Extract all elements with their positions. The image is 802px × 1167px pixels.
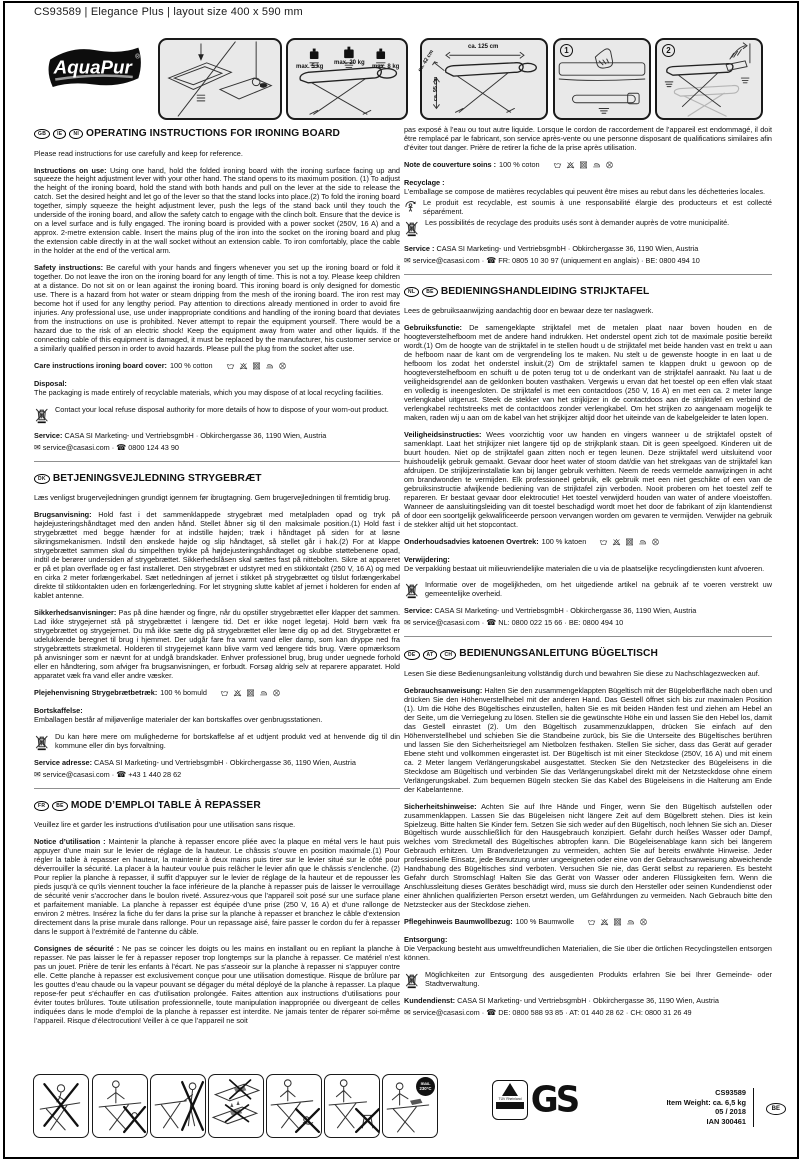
- disposal-heading: Disposal:: [34, 378, 67, 388]
- tuv-triangle-icon: [502, 1083, 518, 1096]
- do-not-bleach-icon: [233, 689, 242, 698]
- disposal-text: Die Verpackung besteht aus umweltfreundlichen Materialien, die Sie über die örtlichen Recyclingstellen entsorgen können.: [404, 944, 772, 963]
- wash-30-icon: [599, 538, 608, 547]
- service-contact-line: ✉ service@casasi.com · ☎ 0800 124 43 90: [34, 442, 179, 452]
- do-not-tumble-dry-icon: [625, 538, 634, 547]
- service-line: Service: CASA SI Marketing- und VertriebsgmbH · Obkirchergasse 36, 1190 Wien, Austria: [404, 606, 697, 616]
- section-head-danish: [34, 473, 400, 486]
- intro-paragraph: Veuillez lire et garder les instructions d’utilisation pour une utilisation sans risque.: [34, 820, 296, 830]
- envelope-icon: ✉: [404, 1008, 411, 1018]
- warning-pictogram-keep-children-away: [92, 1074, 148, 1138]
- iron-icon: [592, 161, 601, 170]
- instructions-paragraph: Gebruiksfunctie: De samengeklapte strijktafel met de metalen plaat naar boven houden en de hoogteverstelhefboom met de andere hand indrukken. Het onderstel opent zich tot de maximale positie bereikt wordt.(1) Om de hoogte van de strijktafel in te stellen houdt u de strijktafel met beide handen vast en trekt u aan de hefboom naar de kant om de vergrendeling los te maken. Nu stelt u de gewenste hoogte in en laat u de hefboom los zodat het onderstel insluit.(2) Om de strijktafel samen te klappen drukt u gewoon op de hoogteverstelhefboom en schuift u de poten terug tot u de onderkant van de strijktafel aanraakt. Nu laat u de veiligheidsgrendel aan de geklonken bouten vasthaken. Vergewis u ervan dat het toestel op een effen vlak staat en volledig is ineengesloten. De strijktafel is met een contactdoos (250 V, 16 A) en met een ca. 2 meter lange verlengkabel uitgerust. Steek de stekker van het strijkijzer in de contactdoos aan de strijktafel en verbind de verlengkabel rechtstreeks met de contactdoos zonder verlengkabel. Om het strijken zo aangenaam mogelijk te maken, raden wij u aan om de kabel van het strijkijzer altijd door het uiteinde van de kabelgeleider te laten lopen.: [404, 323, 772, 422]
- laundry-symbols: [220, 689, 281, 698]
- disposal-heading: Verwijdering:: [404, 554, 450, 564]
- section-title-danish: BETJENINGSVEJLEDNING STRYGEBRÆT: [52, 472, 262, 484]
- disposal-heading: Entsorgung:: [404, 935, 448, 945]
- service-line: Kundendienst: CASA SI Marketing- und VertriebsgmbH · Obkirchergasse 36, 1190 Wien, Austria: [404, 996, 719, 1006]
- warning-pictogram-max-iron-temp: [382, 1074, 438, 1138]
- item-date: 05 / 2018: [715, 1107, 746, 1117]
- warning-pictogram-no-stool: [324, 1074, 380, 1138]
- section-divider: [34, 788, 400, 789]
- country-badge-nl: NL: [404, 287, 419, 297]
- do-not-dry-clean-icon: [651, 538, 660, 547]
- dimension-length-label: ca. 125 cm: [468, 44, 499, 50]
- intro-paragraph: Lesen Sie diese Bedienungsanleitung vollständig durch und bewahren Sie diese zu Nachschlagezwecken auf.: [404, 668, 760, 678]
- intro-paragraph: Please read instructions for use carefully and keep for reference.: [34, 148, 243, 158]
- iron-icon: [638, 538, 647, 547]
- care-instructions-row: Note de couverture soins : 100 % coton: [404, 161, 772, 170]
- phone-icon: ☎: [486, 1008, 497, 1018]
- warning-pictogram-child-under-board: [266, 1074, 322, 1138]
- do-not-dry-clean-icon: [639, 918, 648, 927]
- service-line: Service: CASA SI Marketing- und VertriebsgmbH · Obkirchergasse 36, 1190 Wien, Austria: [34, 430, 327, 440]
- do-not-dry-clean-icon: [278, 362, 287, 371]
- safety-paragraph: Safety instructions: Be careful with your hands and fingers whenever you set up the ironing board or fold it together. Do not leave the iron on the ironing board for any length of time. This is not a toy. Please keep children at a distance. Do not sit on or lean against the ironing board. This ironing board is only designed for domestic use. There is a hazard from hot water or steam dripping from the mesh of the ironing board. The iron rest may become hot if used for any lengthy period. Pay attention to directions already mentioned in order to avoid fire injuries. Any professional use, use under inappropriate conditions and handling of the ironing board that deviates from the instructions on use is prohibited. Never attempt to repair the equipment yourself. There would be a hazard due to the risk of an electric shock! Keep the equipment away from water and other liquids. If the connecting cable of this equipment is damaged, it must be replaced by the manufacturer, his customer service or a similarly qualified person in order to avoid hazards. Please pull the plug from the socket after use.: [34, 263, 400, 353]
- instructions-paragraph: Brugsanvisning: Hold fast i det sammenklappede strygebræt med metalpladen opad og tryk på højdejusteringshåndtaget med den anden hånd. Stellet åbner sig til den maksimale position.(1) Hold fast i strygebrættet med begge hænder for at indstille højden; træk i håndtaget på siden for at løsne sikringsmekanismen. Indstil den ønskede højde og slip håndtaget, så stellet går i hak.(2) For at klappe strygebrættet sammen skal du simpelthen trykke på højdejusteringshåndtaget og skubbe støttebenene opad, indtil de berører undersiden af strygebrættet. Sikkerhedslåsen skal sættes fast på nittebolten. Sikre at appareret er på et plan overflade og er fast installeret. Den strygebræt er udstyret med en stikkontakt (250 V, 16 A) og med en cirka 2 meter forlængerkabel. Sæt netledningen af jernet i stikket på strygebrættet og tilslut forlængerkabel direkte til stikkontakten uden en forlængerledning. For let strygning slutte kablet af jernet i holderen for enden af kablet antenne.: [34, 510, 400, 600]
- figure-cover-mounting: [158, 38, 282, 120]
- section-head-dutch: [404, 286, 772, 299]
- country-badge-at: AT: [423, 650, 438, 660]
- section-head-english: [34, 128, 400, 141]
- country-badge-dk: DK: [34, 474, 50, 484]
- instructions-paragraph: Gebrauchsanweisung: Halten Sie den zusammengeklappten Bügeltisch mit der Bügeloberfläche nach oben und drücken Sie den Höhenverstellhebel mit der anderen Hand. Das Gestell öffnet sich bis zur maximalen Position (1). Um die Höhe des Bügeltisches einzustellen, halten Sie es mit beiden Händen fest und ziehen am Hebel an der Seite, um die Verriegelung zu lösen. Stellen sie die gewünschte Höhe ein und lassen Sie den Hebel los, damit das Gestell einrastet (2). Um den Bügeltisch zusammenzuklappen, drücken Sie einfach auf den Höhenverstellhebel und schieben Sie die Standbeine zurück, bis Sie die Unterseite des Bügeltisches berühren und lassen Sie den Sicherheitsriegel am Nietbolzen festhaken. Stellen Sie sicher, dass das Gerät auf gerader Ebene steht und vollkommen eingerastet ist. Der Bügeltisch ist mit einer Steckdose (250V, 16 A) und mit einem ca. 2 Meter langem Verlängerungskabel ausgestattet. Stecken Sie den Netzstecker des Bügeleisens in die Steckdose am Bügeltisch und verbinden Sie das Verlängerungskabel direkt mit der Netzsteckdose ohne einem Verlängerungskabel. Zum bequemen Bügeln stecken Sie das Kabel des Bügeleisens in die Halterung am Ende der Kabelantenne.: [404, 685, 773, 794]
- do-not-dry-clean-icon: [605, 161, 614, 170]
- intro-paragraph: Lees de gebruiksaanwijzing aandachtig door en bewaar deze ter naslagwerk.: [404, 306, 654, 316]
- figure-step-1: [553, 38, 651, 120]
- country-badge-de: DE: [404, 650, 420, 660]
- tuv-label: TÜV Rheinland: [498, 1097, 522, 1101]
- care-instructions-row: Care instructions ironing board cover: 100 % cotton: [34, 362, 400, 371]
- max-temperature-badge: max. 230°C: [416, 1077, 435, 1096]
- safety-paragraph: Sikkerhedsanvisninger: Pas på dine hænder og fingre, når du opstiller strygebrættet eller klapper det sammen. Lad ikke strygejernet stå på strygebrættet i længere tid. Det er ikke noget legetøj. Hold børn væk fra strygebrættet og strygejernet. Du må ikke sætte dig på strygebrættet eller læne dig op ad det. Strygebrættet er udelukkende beregnet til brug i hjemmet. Der udgår fare fra varmt vand eller damp, som kan dryppe ned fra strygebrættets strækmetal. Holderen til strygejernet kann blive varm ved længere tids brug. Være opmærksom på anvisninger som er nævnt for at undgå brandskader. Enhver professionel brug, brug under uegnede forhold eller en håndtering, som afviger fra brugsanvisningen, er forbudt. Forsøg aldrig selv at reparere apparatet. Hold apparatet væk fra vand eller andre væsker.: [34, 607, 400, 680]
- iron-icon: [265, 362, 274, 371]
- item-code: CS93589: [715, 1088, 746, 1097]
- laundry-symbols: [226, 362, 287, 371]
- step-number-1: 1: [560, 44, 573, 57]
- service-contact-line: ✉ service@casasi.com · ☎ DE: 0800 588 93 85 · AT: 01 440 28 62 · CH: 0800 31 26 49: [404, 1008, 692, 1018]
- care-instructions-row: Onderhoudsadvies katoenen Overtrek: 100 % katoen: [404, 538, 772, 547]
- do-not-tumble-dry-icon: [246, 689, 255, 698]
- envelope-icon: ✉: [404, 618, 411, 628]
- section-title-german: BEDIENUNGSANLEITUNG BÜGELTISCH: [459, 648, 658, 660]
- wash-30-icon: [553, 161, 562, 170]
- disposal-heading: Bortskaffelse:: [34, 705, 83, 715]
- disposal-text: De verpakking bestaat uit milieuvriendelijke materialen die u via de plaatselijke recyclingdiensten kunt afvoeren.: [404, 563, 765, 573]
- step-number-2: 2: [662, 44, 675, 57]
- country-badge-ch: CH: [440, 650, 456, 660]
- do-not-bleach-icon: [239, 362, 248, 371]
- page-title: CS93589 | Elegance Plus | layout size 400 x 590 mm: [34, 6, 303, 18]
- disposal-bin-note: Informatie over de mogelijkheden, om het uitgediende artikel na gebruik af te voeren verstrekt uw gemeentelijke overheid.: [404, 581, 772, 599]
- disposal-bin-note: Möglichkeiten zur Entsorgung des ausgedienten Produkts erfahren Sie bei Ihrer Gemeinde- oder Stadtverwaltung.: [404, 971, 772, 989]
- disposal-bin-note: Les possibilités de recyclage des produits usés sont à demander auprès de votre municipalité.: [404, 219, 772, 237]
- crossed-bin-icon: [34, 407, 49, 424]
- phone-icon: ☎: [486, 255, 497, 265]
- laundry-symbols: [553, 161, 614, 170]
- section-title-english: OPERATING INSTRUCTIONS FOR IRONING BOARD: [86, 128, 341, 139]
- country-badge-ie: IE: [53, 129, 66, 139]
- warning-pictogram-hot-drips: [208, 1074, 264, 1138]
- do-not-tumble-dry-icon: [613, 918, 622, 927]
- phone-icon: ☎: [116, 442, 127, 452]
- safety-continuation-paragraph: pas exposé à l’eau ou tout autre liquide. Lorsque le cordon de raccordement de l’appareil est endommagé, il doit être remplacé par le fabricant, son service après-vente ou une personne disposant de qualifications similaires afin d’éviter tout danger. Prière de retirer la fiche de la prise après utilisation.: [404, 125, 772, 152]
- column-right: [404, 126, 772, 1020]
- do-not-bleach-icon: [612, 538, 621, 547]
- section-divider: [404, 636, 772, 637]
- country-badge-be-footer: BE: [766, 1103, 786, 1115]
- iron-icon: [259, 689, 268, 698]
- disposal-bin-note: Contact your local refuse disposal authority for more details of how to dispose of your worn-out product.: [34, 406, 400, 424]
- wash-30-icon: [220, 689, 229, 698]
- country-badge-gb: GB: [34, 129, 50, 139]
- item-info-block: [666, 1088, 754, 1127]
- phone-icon: ☎: [116, 769, 127, 779]
- laundry-symbols: [599, 538, 660, 547]
- aquapur-logo: [44, 42, 144, 104]
- warning-pictogram-no-sitting: [33, 1074, 89, 1138]
- iron-icon: [626, 918, 635, 927]
- brand-wordmark: AquaPur: [53, 56, 132, 78]
- intro-paragraph: Læs venligst brugervejledningen grundigt igennem før ibrugtagning. Gem brugervejledningen til fremtidig brug.: [34, 493, 391, 503]
- triman-note: Le produit est recyclable, est soumis à une responsabilité élargie des producteurs et est collecté séparément.: [404, 199, 772, 217]
- column-left: [34, 126, 400, 1033]
- do-not-bleach-icon: [566, 161, 575, 170]
- do-not-dry-clean-icon: [272, 689, 281, 698]
- load-limit-label: max. 20 kg: [334, 60, 365, 66]
- service-line: Service adresse: CASA SI Marketing- und VertriebsgmbH · Obkirchergasse 36, 1190 Wien, Austria: [34, 757, 356, 767]
- item-weight: Item Weight: ca. 6,5 kg: [666, 1097, 746, 1107]
- registered-mark: ®: [135, 53, 140, 61]
- disposal-heading: Recyclage :: [404, 177, 445, 187]
- envelope-icon: ✉: [34, 769, 41, 779]
- tuv-certification-mark: [492, 1080, 528, 1120]
- disposal-text: The packaging is made entirely of recyclable materials, which you may dispose of at local recycling facilities.: [34, 387, 384, 397]
- section-title-french: MODE D’EMPLOI TABLE À REPASSER: [70, 799, 261, 811]
- crossed-bin-icon: [34, 734, 49, 751]
- disposal-bin-note: Du kan høre mere om mulighederne for bortskaffelse af et udtjent produkt ved at henvende dig til din kommune eller din bys forvaltning.: [34, 733, 400, 751]
- service-contact-line: ✉ service@casasi.com · ☎ NL: 0800 022 15 66 · BE: 0800 494 10: [404, 618, 624, 628]
- safety-paragraph: Veiligheidsinstructies: Wees voorzichtig voor uw handen en vingers wanneer u de strijktafel opstelt of samenklapt. Laat het strijkijzer niet langere tijd op de strijkplank staan. Dit is geen speelgoed. Kinderen uit de buurt houden. Niet op de strijktafel gaan zitten noch er tegen leunen. Deze strijktafel werd uitsluitend voor huishoudelijk gebruik gemaakt. Gevaar door heet water of stoom dat/die van het strekgaas van de strijktafel kan afdruipen. De strijkijzerinstallatie kan bij langer gebruik verhitten. Neem de reeds vermelde aanwijzingen in acht om brandwonden te vermijden. Elk professioneel gebruik, elk gebruik met een niet geschikte of een van de gebruiksinstructie afwijkende bediening van de strijktafel zijn verboden. Nooit proberen om het toestel zelf te repareren. Er bestaat gevaar door elektrocutie! Het toestel verwijderd houden van water of andere vloeistoffen. Wanneer de aansluitingsleiding van dit toestel beschadigd wordt moet het door de fabrikant of zijn klantendienst of door een soortgelijk gekwalificeerde persoon vervangen worden om gevaren te vermijden. Verwijder na gebruik de stekker altijd uit het stopcontact.: [404, 429, 772, 529]
- crossed-bin-icon: [404, 582, 419, 599]
- service-line: Service : CASA SI Marketing- und VertriebsgmbH · Obkirchergasse 36, 1190 Wien, Austria: [404, 243, 699, 253]
- laundry-symbols: [587, 918, 648, 927]
- dimension-width-label: ca. 42 cm: [417, 49, 436, 73]
- tuv-black-bar: [496, 1102, 524, 1109]
- country-badge-be: BE: [52, 801, 68, 811]
- service-contact-line: ✉ service@casasi.com · ☎ +43 1 440 28 62: [34, 769, 182, 779]
- crossed-bin-icon: [404, 220, 419, 237]
- do-not-tumble-dry-icon: [579, 161, 588, 170]
- figure-load-limits: [286, 38, 408, 120]
- phone-icon: ☎: [486, 618, 497, 628]
- gs-certification-mark: GS: [530, 1079, 578, 1121]
- envelope-icon: ✉: [404, 255, 411, 265]
- figure-step-2: [655, 38, 763, 120]
- envelope-icon: ✉: [34, 442, 41, 452]
- section-head-french: [34, 800, 400, 813]
- crossed-bin-icon: [404, 972, 419, 989]
- section-head-german: [404, 648, 772, 661]
- country-badge-be: BE: [422, 287, 438, 297]
- wash-30-icon: [226, 362, 235, 371]
- section-divider: [34, 461, 400, 462]
- service-contact-line: ✉ service@casasi.com · ☎ FR: 0805 10 30 97 (uniquement en anglais) · BE: 0800 494 10: [404, 255, 700, 265]
- load-limit-label: max. 8 kg: [372, 64, 400, 70]
- safety-paragraph: Consignes de sécurité : Ne pas se coincer les doigts ou les mains en installant ou en repliant la planche à repasser. Ne pas laisser le fer à repasser reposer trop longtemps sur la planche à repasser. Ce matériel n’est pas un jouet. Prière de tenir les enfants à l’écart. Ne pas s’asseoir sur la planche à repasser ni s’appuyer contre elle. Cette planche à repasser est exclusivement conçue pour une utilisation domestique. Risque de brûlure par les gouttes d’eau chaude ou la vapeur pouvant se dégager du métal déployé de la planche à repasser. La plaque repose-fer peut s’échauffer en cas d’utilisation prolongée. Faites attention aux instructions d’utilisations pour éviter toutes brûlures. Toute utilisation professionnelle, toute manipulation inappropriée ou divergeant de celles indiquées dans le mode d’emploi de la planche à repasser est interdite. Ne jamais tenter de réparer soi-même l’appareil. Risque d’électrocution! Veiller à ce que l’appareil ne soit: [34, 943, 400, 1025]
- country-badge-ni: NI: [69, 129, 83, 139]
- safety-paragraph: Sicherheitshinweise: Achten Sie auf Ihre Hände und Finger, wenn Sie den Bügeltisch aufstellen oder zusammenklappen. Lassen Sie das Bügeleisen nicht längere Zeit auf dem Bügelbrett stehen. Dies ist kein Spielzeug. Bitte halten Sie Kinder fern. Setzen Sie sich weder auf den Bügeltisch, noch lehnen Sie sich an. Dieser Bügeltisch wurde ausschließlich für den Hausgebrauch konzipiert. Gefahr durch heißes Wasser oder Dampf, welches vom Streckmetall des Bügeltisches abtropfen kann. Die Bügeleisenablage kann sich bei längerem Gebrauch erhitzen. Um Brandverletzungen zu vermeiden, achten Sie auf bereits erwähnte Hinweise. Jeder professionelle Einsatz, jede Benutzung unter ungeeigneten oder eine von der Gebrauchsanweisung abweichende Handhabung des Bügeltisches sind verboten. Versuchen Sie nie, das Gerät selbst zu reparieren. Es besteht Gefahr durch Stromschlag! Halten Sie das Gerät von Wasser oder anderen Flüssigkeiten fern. Wenn die Anschlussleitung dieses Gerätes beschädigt wird, muss sie durch den Hersteller oder seinen Kundendienst oder einer ähnlichen qualifizierten Person ersetzt werden, um Gefährdungen zu vermeiden. Nach Gebrauch bitte den Netzstecker aus der Steckdose ziehen.: [404, 801, 773, 910]
- triman-recycle-icon: [404, 200, 417, 213]
- section-divider: [404, 274, 772, 275]
- warning-pictogram-no-leaning: [150, 1074, 206, 1138]
- disposal-text: Emballagen består af miljøvenlige materialer der kan bortskaffes over genbrugsstationen.: [34, 714, 323, 724]
- care-instructions-row: Pflegehinweis Baumwollbezug: 100 % Baumwolle: [404, 918, 772, 927]
- dimension-height-label: ca. 95 cm: [433, 76, 440, 102]
- figure-dimensions: [417, 38, 548, 120]
- load-limit-label: max. 5 kg: [296, 64, 324, 70]
- instructions-paragraph: Notice d’utilisation : Maintenir la planche à repasser encore pliée avec la plaque en métal vers le haut puis appuyer d’une main sur le levier de réglage de la hauteur. Le châssis s’ouvre en position maximale.(1) Pour régler la table à repasser en hauteur, la maintenir à deux mains puis tirer sur le levier situé sur le côté pour déverrouiller la sécurité. La placer à la hauteur voulue puis relâcher le levier afin que le châssis s’enclenche. (2) Pour replier la planche à repasser, il suffit d’appuyer sur le levier de réglage de la hauteur et de repousser les pieds jusqu’à ce qu’ils viennent toucher la face inférieure de la planche à repasser puis de laisser le verrouillage de sécurité venir s’accrocher dans le boulon riveté. Assurez-vous que l’appareil soit posé sur une surface plane et parfaitement maniable. La planche à repasser est équipée d’une prise (250 V, 16 A) et d’une rallonge de environ 2 mètres. Insérez la fiche du fer dans la prise sur la planche à repasser et branchez le câble d’extension directement dans la prise murale dans rallonge. Pour un repassage aisé, faire passer le cordon du fer à repasser dans le support à l’extrémité de l’antenne du câble.: [34, 837, 400, 936]
- wash-30-icon: [587, 918, 596, 927]
- item-ian: IAN 300461: [706, 1116, 746, 1126]
- do-not-tumble-dry-icon: [252, 362, 261, 371]
- disposal-text: L’emballage se compose de matières recyclables qui peuvent être mises au rebut dans les déchetteries locales.: [404, 186, 765, 196]
- instructions-paragraph: Instructions on use: Using one hand, hold the folded ironing board with the ironing surface facing up and squeeze the height adjustment lever with your other hand. The stand opens to its maximum position. (1) To adjust the height of the ironing board, hold the stand with both hands and pull on the lever at the side to release the catch. Set the desired height and let go of the lever so that the stand locks into place.(2) To fold the ironing board together, simply squeeze the height adjustment lever, push the legs of the stand back until they touch the underside of the ironing board, and allow the safety catch to engage with the clinch bolt. Ensure that the device is on a level surface and is fully engaged. The ironing board is provided with a power socket (250V, 16 A) and a approx. 2-metre extension cable. Insert the mains plug of the iron into the socket on the ironing board and plug the extension cable directly in at the wall socket without an extension cable. To iron comfortably, place the cable in the holder at the end of the vertical arm.: [34, 165, 400, 256]
- care-instructions-row: Plejehenvisning Strygebrætbetræk: 100 % bomuld: [34, 689, 400, 698]
- do-not-bleach-icon: [600, 918, 609, 927]
- country-badge-fr: FR: [34, 801, 49, 811]
- section-title-dutch: BEDIENINGSHANDLEIDING STRIJKTAFEL: [440, 285, 650, 297]
